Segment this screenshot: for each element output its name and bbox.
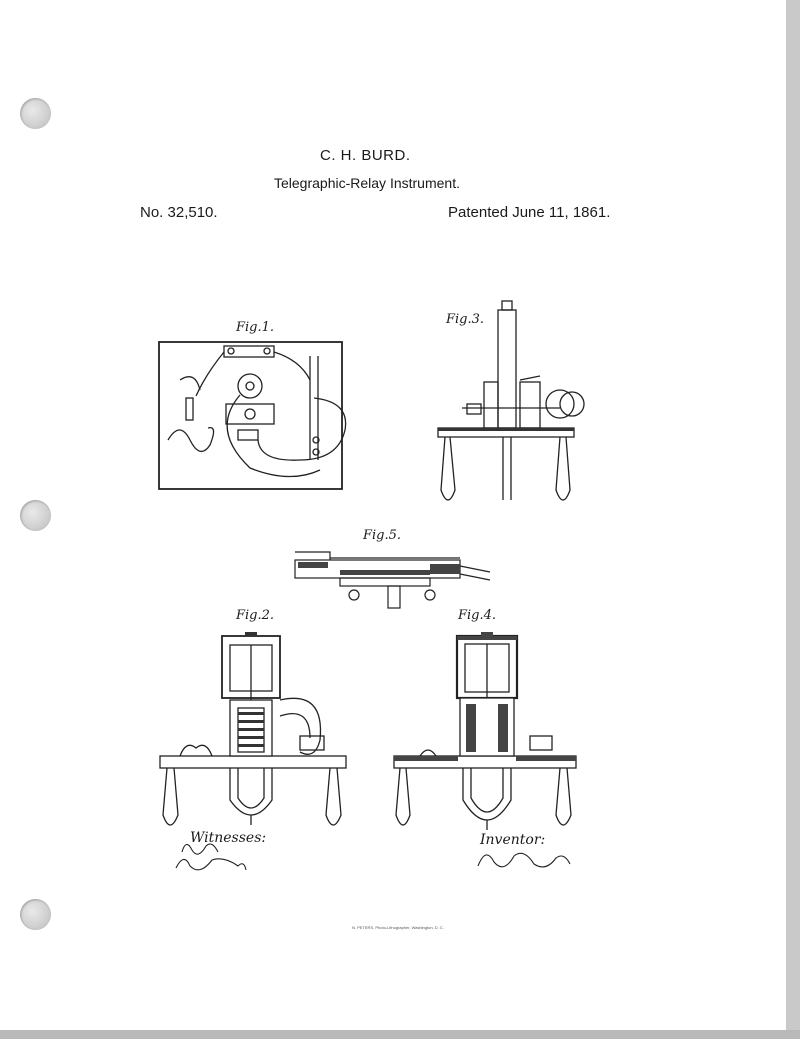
patent-title: Telegraphic-Relay Instrument.	[274, 175, 460, 191]
fig2-label: Fig.2.	[236, 608, 275, 623]
fig5-label: Fig.5.	[363, 528, 402, 543]
inventor-name: C. H. BURD.	[320, 147, 411, 164]
inventor-label: Inventor:	[480, 832, 546, 848]
fig3-label: Fig.3.	[446, 312, 485, 327]
patent-date: Patented June 11, 1861.	[448, 204, 611, 221]
fig1-label: Fig.1.	[236, 320, 275, 335]
witnesses-label: Witnesses:	[190, 830, 267, 846]
lithographer-imprint: N. PETERS, Photo-Lithographer, Washington, D. C.	[352, 925, 444, 930]
scan-edge-bottom	[0, 1030, 800, 1039]
fig4-label: Fig.4.	[458, 608, 497, 623]
scan-edge-right	[786, 0, 800, 1039]
patent-number: No. 32,510.	[140, 204, 218, 221]
